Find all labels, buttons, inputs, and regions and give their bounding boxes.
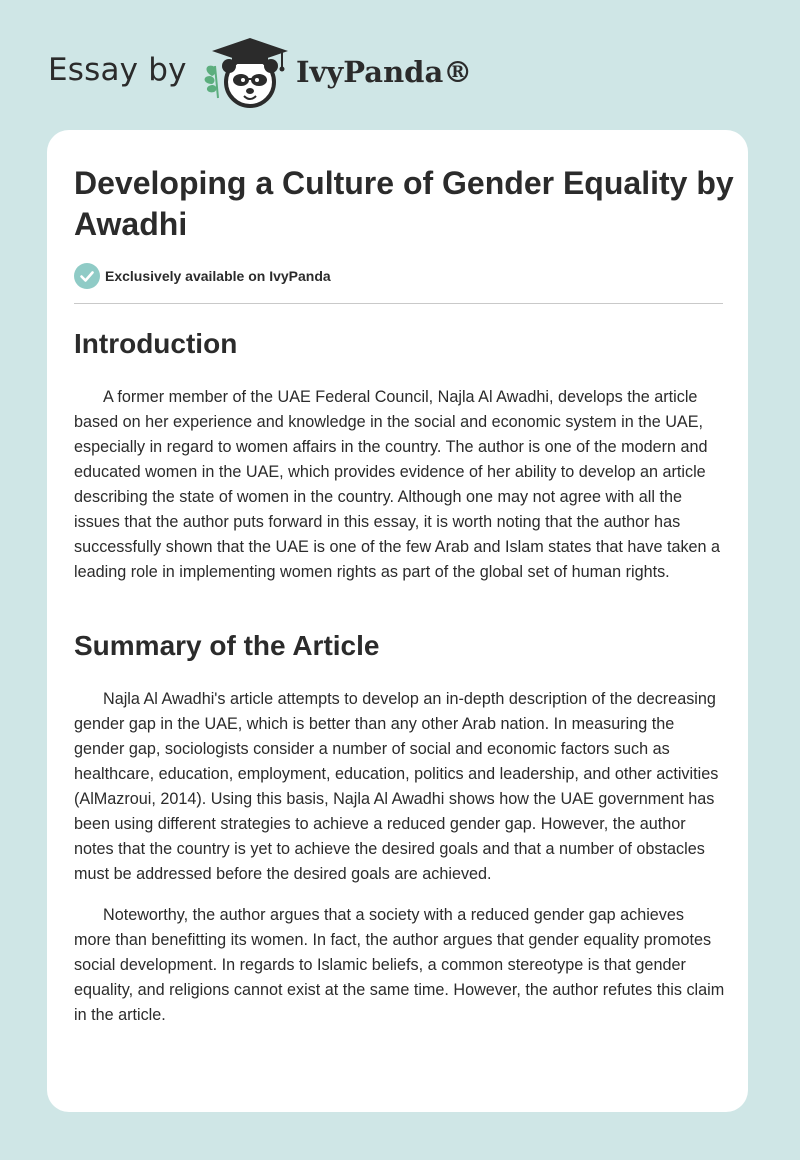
paragraph: A former member of the UAE Federal Council, Najla Al Awadhi, develops the article based on her experience and knowledge in the social and economic system in the UAE, especially in regard to women affairs in the country. The author is one of the modern and educated women in the UAE, which provides evidence of her ability to develop an article describing the state of women in the country. Although one may not agree with all the issues that the author puts forward in this essay, it is worth noting that the author has successfully shown that the UAE is one of the few Arab and Islam states that have taken a leading role in implementing women rights as part of the global set of human rights. [74, 388, 721, 581]
title-divider [74, 303, 723, 304]
panda-logo-icon[interactable] [202, 36, 288, 108]
section-heading-introduction: Introduction [74, 328, 238, 359]
paragraph: Najla Al Awadhi's article attempts to develop an in-depth description of the decreasing gender gap in the UAE, which is better than any other Arab nation. In measuring the gender gap, sociologists consider a number of social and economic factors such as healthcare, education, employment, education, politics and leadership, and other activities (AlMazroui, 2014). Using this basis, Najla Al Awadhi shows how the UAE government has been using different strategies to achieve a reduced gender gap. However, the author notes that the country is yet to achieve the desired goals and that a number of obstacles must be addressed before the desired goals are achieved. [74, 690, 719, 883]
essay-by-label: Essay by [48, 52, 187, 88]
exclusive-badge-label: Exclusively available on IvyPanda [105, 268, 331, 284]
paragraph: Noteworthy, the author argues that a society with a reduced gender gap achieves more than benefitting its women. In fact, the author argues that gender equality promotes social development. In regards to Islamic beliefs, a common stereotype is that gender equality, and religions cannot exist at the same time. However, the author refutes this claim in the article. [74, 906, 725, 1024]
exclusive-badge [74, 263, 331, 289]
section-heading-summary: Summary of the Article [74, 630, 380, 661]
check-circle-icon [74, 263, 100, 289]
brand-name[interactable]: IvyPanda® [296, 55, 473, 89]
essay-card [47, 130, 748, 1112]
site-header [0, 0, 800, 130]
essay-title: Developing a Culture of Gender Equality by Awadhi [74, 165, 734, 242]
